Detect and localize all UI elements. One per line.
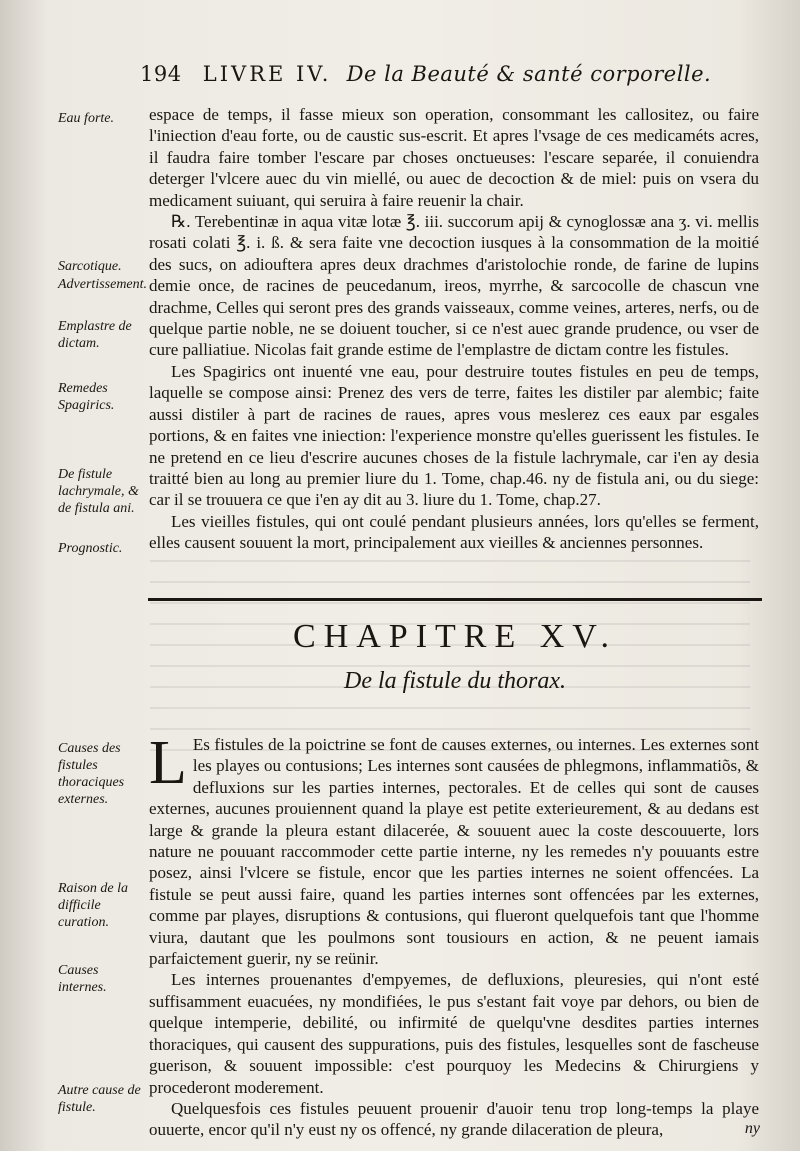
- margin-note-raison: Raison de la difficile curation.: [58, 881, 128, 930]
- margin-note-prognostic: Prognostic.: [58, 541, 123, 556]
- paragraph: espace de temps, il fasse mieux son operation, consommant les callositez, ou faire l'iniection d'eau forte, ou de caustic sus-escrit. Et apres l'vsage de ces medicaméts acres, il faudra faire tomber l'escare par choses onctueuses: l'escare separée, il conuiendra deterger l'vlcere auec du vin miellé, ou auec de decoction & de miel: puis on vsera du medicament suiuant, qui seruira à faire reuenir la chair.: [149, 105, 759, 210]
- drop-cap: L: [149, 729, 187, 797]
- catchword: ny: [744, 1120, 760, 1137]
- chapter-divider: [148, 598, 762, 601]
- paragraph-text: Es fistules de la poictrine se font de causes externes, ou internes. Les externes sont les playes ou contusions; Les internes sont causées de phlegmons, inflammatiõs, & defluxions sur les parties internes, pectorales. Et de celles qui sont de causes externes, aucunes prouiennent quand la playe est petite exterieurement, & au dedans est large & grande la pleura estant dilacerée, & souuent auec la coste descouuerte, lors nature ne pouuant raccommoder cette partie interne, ny les remedes n'y pouuants estre posez, ainsi l'vlcere se fistule, encor que les parties internes ne soient offencées. La fistule se peut aussi faire, quand les parties internes sont offencées par les externes, comme par playes, disruptions & contusions, qui flueront quelquefois tant que l'homme viura, dautant que les poulmons sont tousiours en action, & ne peuent iamais parfaictement guerir, ny se reünir.: [149, 735, 759, 969]
- book-title: LIVRE IV.: [202, 62, 332, 86]
- paragraph: Les internes prouenantes d'empyemes, de defluxions, pleuresies, qui n'ont esté suffisamment euacuées, ny mondifiées, le pus s'estant fait voye par dehors, ou bien de quelque intemperie, debilité, ou infirmité de quelqu'vne desdites parties internes thoraciques, qui causent des suppurations, puis des fistules, lesquelles sont de fascheuse guerison, & souuent impossible: c'est pourquoy les Medecins & Chirurgiens y procederont moderement.: [149, 970, 759, 1097]
- body-text-section-2: [149, 729, 759, 1141]
- paragraph: [149, 729, 759, 969]
- body-text-section-1: [149, 104, 759, 554]
- margin-note-causes-externes: Causes des fistules thoraciques externes.: [58, 741, 125, 807]
- paragraph: Les Spagirics ont inuenté vne eau, pour destruire toutes fistules en peu de temps, laquelle se compose ainsi: Prenez des vers de terre, faites les distiler par alembic; faite aussi distiler à part de racines de raues, apres vous meslerez ces eaux par esgales portions, & en faites vne iniection: l'experience monstre qu'elles guerissent les fistules. Ie ne pretend en ce lieu d'escrire aucunes choses de la fistule lachrymale, car i'en ay desia traitté bien au long au premier liure du 1. Tome, chap.46. ny de fistula ani, ou du siege: car il se trouuera ce que i'en ay dit au 3. liure du 1. Tome, chap.27.: [149, 361, 759, 510]
- paragraph: ℞. Terebentinæ in aqua vitæ lotæ ℥. iii. succorum apij & cynoglossæ ana ʒ. vi. mellis rosati colati ℥. i. ß. & sera faite vne decoction iusques à la consommation de la moitié des sucs, on adiouftera apres deux drachmes d'aristolochie ronde, de farine de lupins demie once, de racines de peucedanum, ireos, myrrhe, & sarcocolle de chascun vne drachme, Celles qui seront pres des grands vaisseaux, comme veines, arteres, nerfs, ou de quelque partie noble, ne se doiuent toucher, si ce n'est auec grande prudence, ou vser de cure palliatiue. Nicolas fait grande estime de l'emplastre de dictam contre les fistules.: [149, 212, 759, 360]
- margin-note-sarcotique: Sarcotique.: [58, 259, 122, 274]
- margin-note-advertissement: Advertissement.: [58, 277, 148, 292]
- page-number: 194: [140, 62, 182, 86]
- paragraph: Les vieilles fistules, qui ont coulé pendant plusieurs années, lors qu'elles se ferment, elles causent souuent la mort, principalement aux vieilles & anciennes personnes.: [149, 511, 759, 553]
- margin-note-autre-cause: Autre cause de fistule.: [58, 1083, 141, 1115]
- margin-note-causes-internes: Causes internes.: [58, 963, 107, 995]
- margin-note-fistule-lachrymale: De fistule lachrymale, & de fistula ani.: [58, 467, 139, 516]
- margin-note-emplastre: Emplastre de dictam.: [58, 319, 132, 351]
- paragraph: Quelquesfois ces fistules peuuent prouenir d'auoir tenu trop long-temps la playe ouuerte, encor qu'il n'y eust ny os offencé, ny grande dilaceration de pleura,: [149, 1098, 759, 1140]
- margin-note-spagirics: Remedes Spagirics.: [58, 381, 115, 413]
- running-header: [140, 62, 760, 86]
- header-subject: De la Beauté & santé corporelle.: [346, 62, 712, 86]
- margin-note-eau-forte: Eau forte.: [58, 111, 114, 126]
- chapter-title: CHAPITRE XV.: [293, 618, 617, 655]
- show-through-text: [150, 560, 750, 760]
- chapter-subtitle: De la fistule du thorax.: [344, 668, 566, 694]
